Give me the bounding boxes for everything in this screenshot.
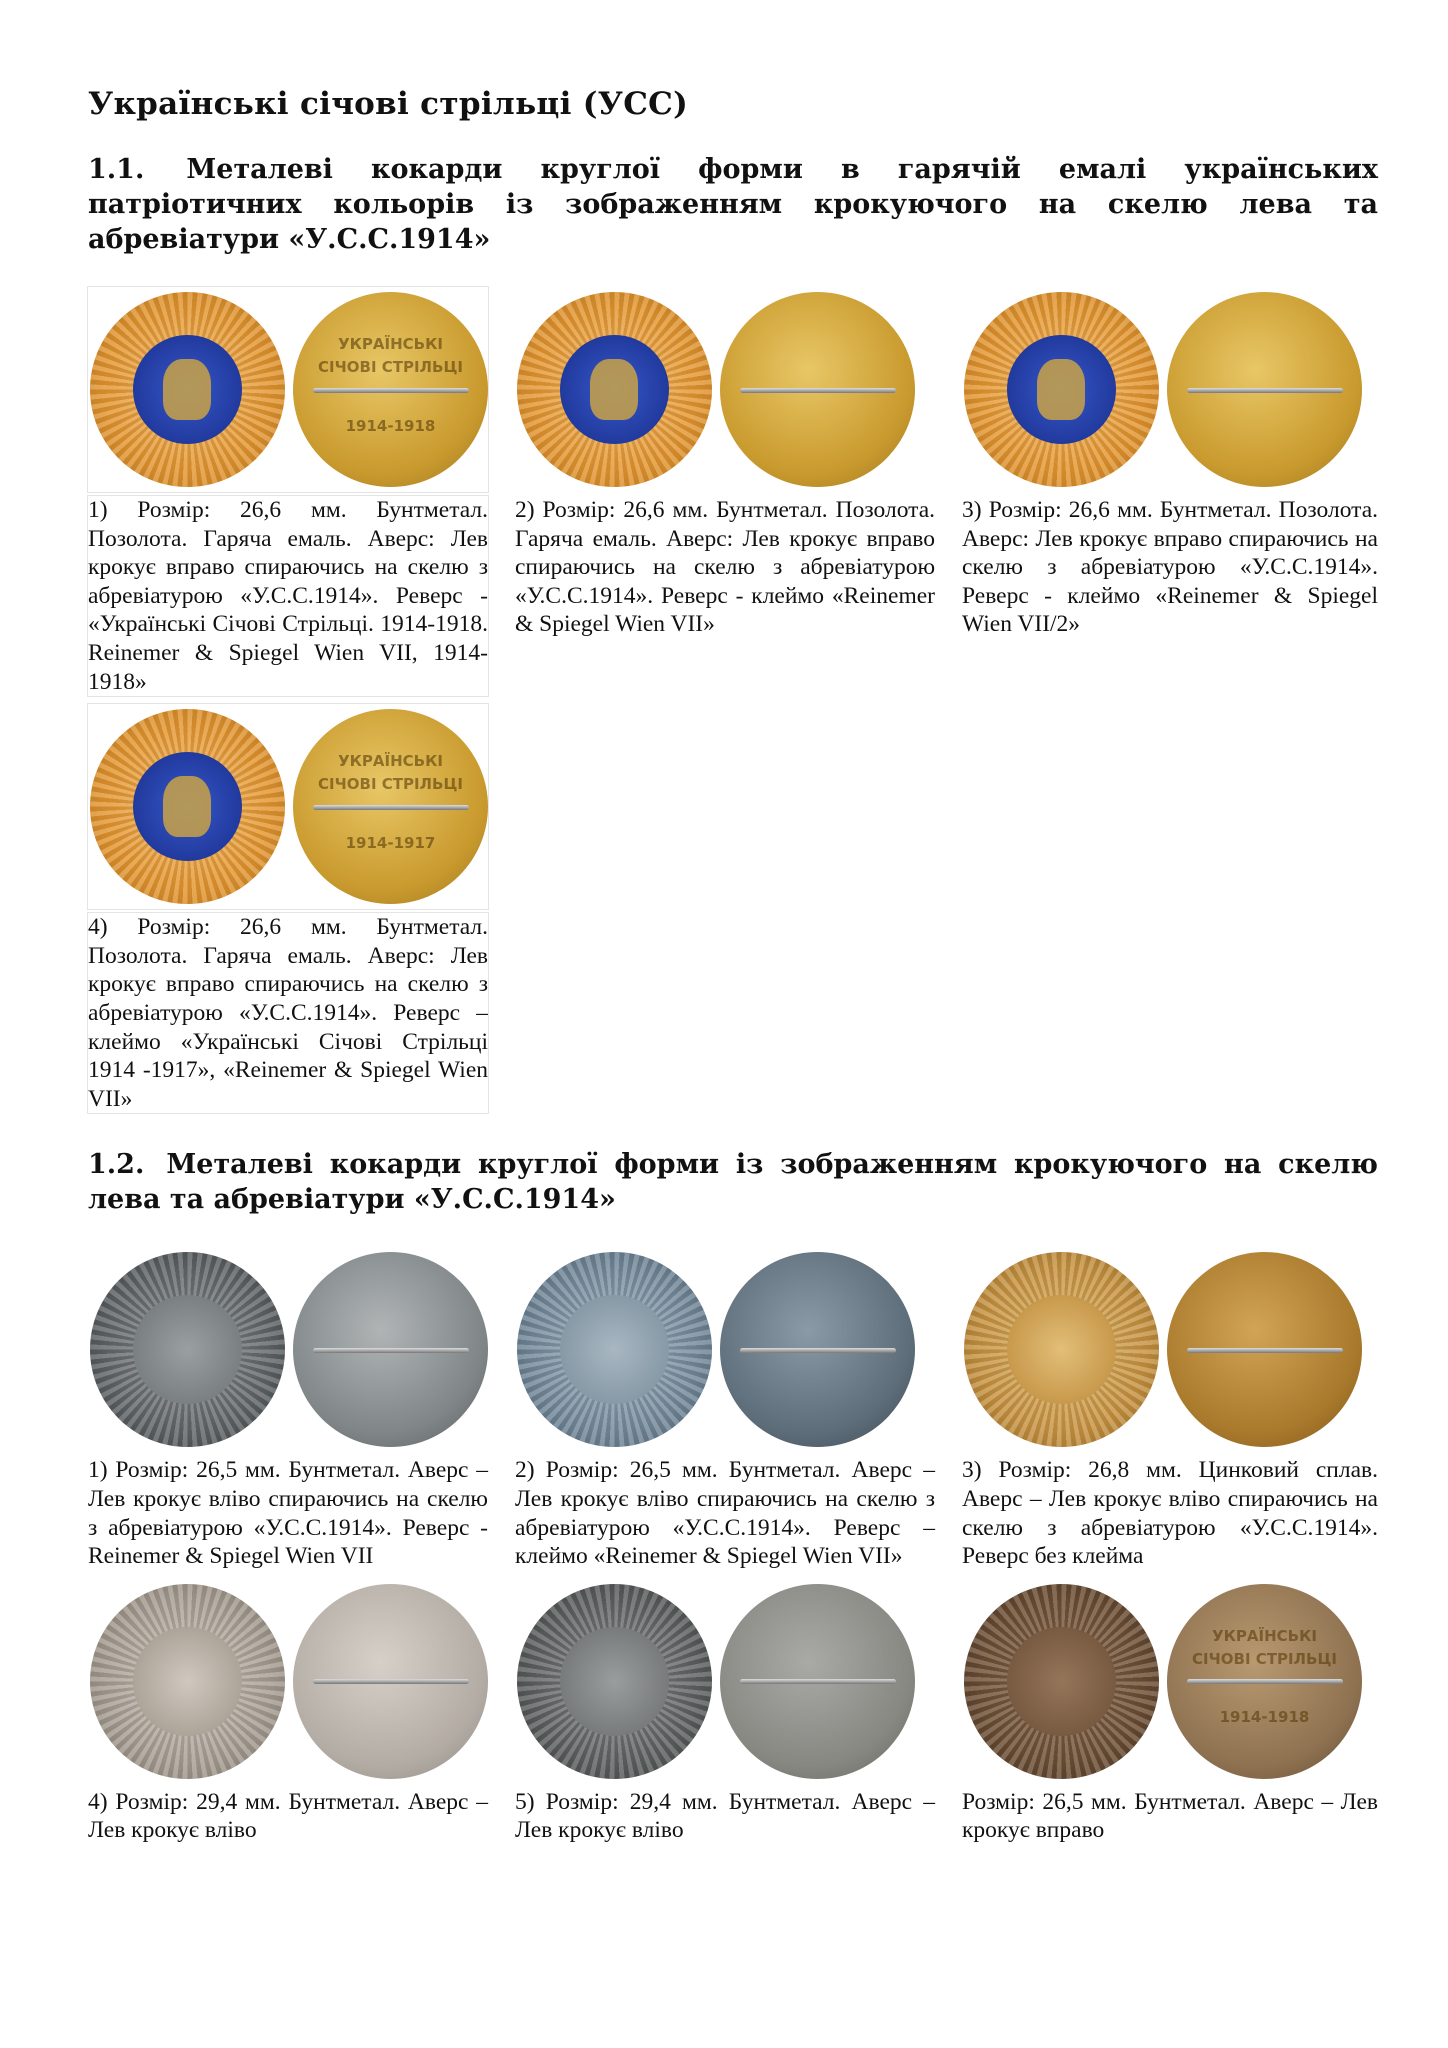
badge-reverse-image bbox=[293, 1252, 488, 1447]
badge-obverse-image bbox=[90, 709, 285, 904]
badge-item bbox=[515, 1247, 935, 1570]
badge-center bbox=[1007, 335, 1116, 444]
pin-clasp bbox=[313, 805, 469, 810]
badge-center bbox=[133, 1295, 242, 1404]
pin-clasp bbox=[740, 1348, 896, 1353]
section-heading-text: Металеві кокарди круглої форми із зображенням крокуючого на скелю лева та абревіатури «У.С.С.1914» bbox=[88, 1149, 1378, 1216]
badge-obverse-image bbox=[517, 292, 712, 487]
reverse-inscription: УКРАЇНСЬКІ bbox=[338, 752, 443, 771]
section-1-2 bbox=[88, 1147, 1378, 1845]
badge-grid bbox=[88, 1247, 1378, 1845]
section-number: 1.1. bbox=[88, 154, 145, 185]
badge-center bbox=[560, 1627, 669, 1736]
badge-photos bbox=[88, 704, 488, 909]
badge-item bbox=[962, 1579, 1378, 1845]
badge-photos bbox=[88, 287, 488, 492]
badge-item bbox=[515, 1579, 935, 1845]
badge-obverse-image bbox=[517, 1584, 712, 1779]
badge-obverse-image bbox=[90, 1584, 285, 1779]
pin-clasp bbox=[1187, 388, 1343, 393]
pin-clasp bbox=[740, 1679, 896, 1684]
badge-photos bbox=[88, 1247, 488, 1452]
badge-reverse-image bbox=[1167, 292, 1362, 487]
badge-item bbox=[88, 704, 488, 1113]
badge-caption: 5) Розмір: 29,4 мм. Бунтметал. Аверс – Лев крокує вліво bbox=[515, 1788, 935, 1844]
section-heading-text: Металеві кокарди круглої форми в гарячій емалі українських патріотичних кольорів із зображенням крокуючого на скелю лева та абревіатури «У.С.С.1914» bbox=[88, 154, 1378, 255]
badge-caption: 4) Розмір: 29,4 мм. Бунтметал. Аверс – Лев крокує вліво bbox=[88, 1788, 488, 1844]
badge-item bbox=[515, 287, 935, 639]
badge-obverse-image bbox=[517, 1252, 712, 1447]
badge-grid bbox=[88, 287, 1378, 1113]
badge-reverse-image bbox=[720, 1252, 915, 1447]
reverse-inscription: 1914-1918 bbox=[1219, 1708, 1310, 1727]
badge-item bbox=[88, 1247, 488, 1570]
badge-item bbox=[88, 1579, 488, 1845]
badge-photos bbox=[515, 1579, 935, 1784]
reverse-inscription: СІЧОВІ СТРІЛЬЦІ bbox=[318, 775, 463, 794]
badge-reverse-image bbox=[720, 292, 915, 487]
badge-center bbox=[133, 752, 242, 861]
section-number: 1.2. bbox=[88, 1149, 145, 1181]
section-heading-1-2 bbox=[88, 1147, 1378, 1217]
pin-clasp bbox=[313, 1679, 469, 1684]
badge-photos bbox=[88, 1579, 488, 1784]
page-title: Українські січові стрільці (УСС) bbox=[88, 86, 689, 122]
badge-obverse-image bbox=[90, 1252, 285, 1447]
badge-photos bbox=[962, 1579, 1378, 1784]
pin-clasp bbox=[1187, 1679, 1343, 1684]
pin-clasp bbox=[1187, 1348, 1343, 1353]
section-1-1 bbox=[88, 152, 1378, 1113]
badge-center bbox=[560, 335, 669, 444]
reverse-inscription: УКРАЇНСЬКІ bbox=[338, 334, 443, 353]
reverse-inscription: СІЧОВІ СТРІЛЬЦІ bbox=[318, 358, 463, 377]
badge-photos bbox=[962, 1247, 1378, 1452]
badge-caption: Розмір: 26,5 мм. Бунтметал. Аверс – Лев крокує вправо bbox=[962, 1788, 1378, 1844]
pin-clasp bbox=[313, 1348, 469, 1353]
section-heading-1-1 bbox=[88, 152, 1378, 257]
badge-photos bbox=[962, 287, 1378, 492]
badge-caption: 1) Розмір: 26,5 мм. Бунтметал. Аверс – Лев крокує вліво спираючись на скелю з абревіатурою «У.С.С.1914». Реверс - Reinemer & Spiegel Wien VII bbox=[88, 1457, 488, 1570]
pin-clasp bbox=[313, 388, 469, 393]
badge-obverse-image bbox=[90, 292, 285, 487]
reverse-inscription: СІЧОВІ СТРІЛЬЦІ bbox=[1192, 1649, 1337, 1668]
badge-caption: 3) Розмір: 26,6 мм. Бунтметал. Позолота. Аверс: Лев крокує вправо спираючись на скелю з абревіатурою «У.С.С.1914». Реверс - клеймо «Reinemer & Spiegel Wien VII/2» bbox=[962, 497, 1378, 638]
badge-photos bbox=[515, 287, 935, 492]
badge-center bbox=[560, 1295, 669, 1404]
badge-reverse-image bbox=[1167, 1584, 1362, 1779]
badge-caption: 4) Розмір: 26,6 мм. Бунтметал. Позолота. Гаряча емаль. Аверс: Лев крокує вправо спираючись на скелю з абревіатурою «У.С.С.1914». Реверс – клеймо «Українські Січові Стрільці 1914 -1917», «Reinemer & Spiegel Wien VII» bbox=[88, 914, 488, 1112]
badge-center bbox=[1007, 1627, 1116, 1736]
badge-center bbox=[1007, 1295, 1116, 1404]
badge-reverse-image bbox=[293, 1584, 488, 1779]
reverse-inscription: УКРАЇНСЬКІ bbox=[1212, 1626, 1317, 1645]
badge-center bbox=[133, 335, 242, 444]
badge-obverse-image bbox=[964, 1584, 1159, 1779]
badge-item bbox=[88, 287, 488, 696]
badge-item bbox=[962, 1247, 1378, 1570]
badge-caption: 1) Розмір: 26,6 мм. Бунтметал. Позолота. Гаряча емаль. Аверс: Лев крокує вправо спираючись на скелю з абревіатурою «У.С.С.1914». Реверс - «Українські Січові Стрільці. 1914-1918. Reinemer & Spiegel Wien VII, 1914-1918» bbox=[88, 497, 488, 695]
badge-obverse-image bbox=[964, 1252, 1159, 1447]
badge-caption: 2) Розмір: 26,6 мм. Бунтметал. Позолота. Гаряча емаль. Аверс: Лев крокує вправо спираючись на скелю з абревіатурою «У.С.С.1914». Реверс - клеймо «Reinemer & Spiegel Wien VII» bbox=[515, 497, 935, 638]
badge-caption: 3) Розмір: 26,8 мм. Цинковий сплав. Аверс – Лев крокує вліво спираючись на скелю з абревіатурою «У.С.С.1914». Реверс без клейма bbox=[962, 1457, 1378, 1570]
badge-obverse-image bbox=[964, 292, 1159, 487]
badge-reverse-image bbox=[720, 1584, 915, 1779]
reverse-inscription: 1914-1917 bbox=[345, 833, 436, 852]
badge-photos bbox=[515, 1247, 935, 1452]
badge-reverse-image bbox=[293, 709, 488, 904]
badge-item bbox=[962, 287, 1378, 639]
pin-clasp bbox=[740, 388, 896, 393]
badge-reverse-image bbox=[1167, 1252, 1362, 1447]
badge-caption: 2) Розмір: 26,5 мм. Бунтметал. Аверс – Лев крокує вліво спираючись на скелю з абревіатурою «У.С.С.1914». Реверс – клеймо «Reinemer & Spiegel Wien VII» bbox=[515, 1457, 935, 1570]
reverse-inscription: 1914-1918 bbox=[345, 416, 436, 435]
badge-reverse-image bbox=[293, 292, 488, 487]
badge-center bbox=[133, 1627, 242, 1736]
